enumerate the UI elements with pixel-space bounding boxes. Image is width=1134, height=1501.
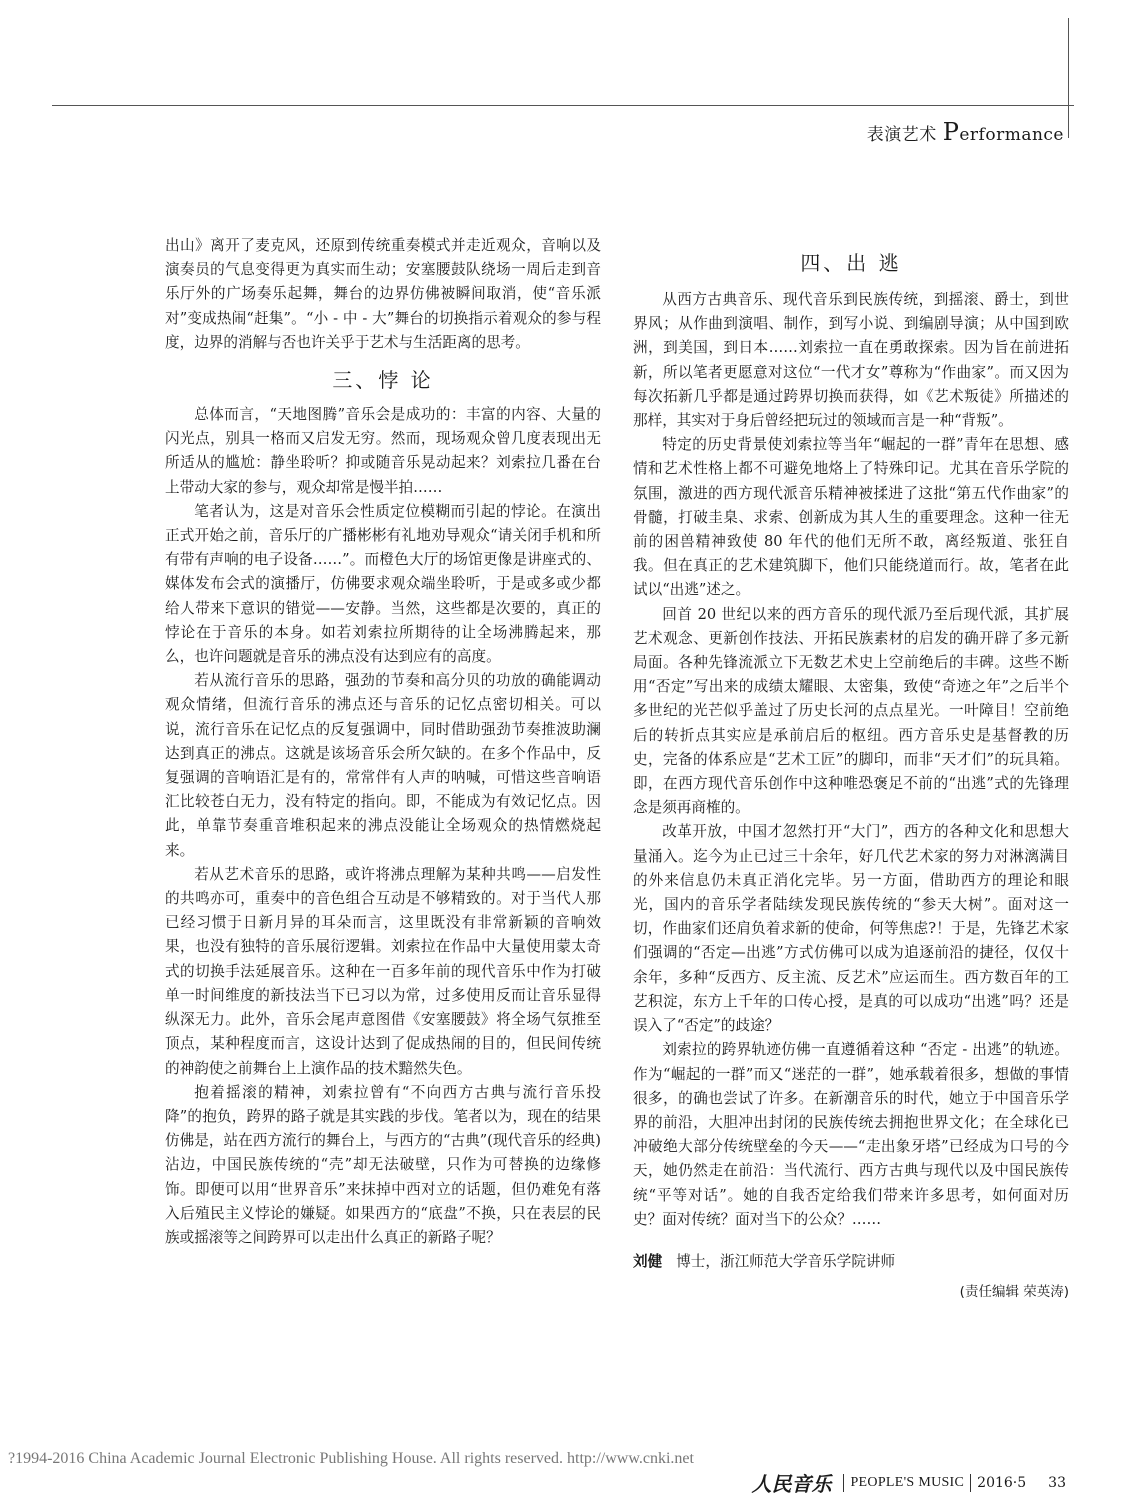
left-column [165, 234, 601, 1250]
right-column [633, 234, 1069, 1304]
section-heading-escape: 四、出 逃 [800, 251, 902, 275]
section-title-en-cap: P [942, 118, 960, 146]
paragraph: 回首 20 世纪以来的西方音乐的现代派乃至后现代派，其扩展艺术观念、更新创作技法、开拓民族素材的启发的确开辟了多元新局面。各种先锋流派立下无数艺术史上空前绝后的丰碑。这些不断用“否定”写出来的成绩太耀眼、太密集，致使“奇迹之年”之后半个多世纪的光芒似乎盖过了历史长河的点点星光。一叶障目！空前绝后的转折点其实应是承前启后的枢纽。西方音乐史是基督教的历史，完备的体系应是“艺术工匠”的脚印，而非“天才们”的玩具箱。即，在西方现代音乐创作中这种唯恐褒足不前的“出逃”式的先锋理念是须再商榷的。 [633, 605, 1069, 817]
page-footer [751, 1468, 1066, 1497]
paragraph: 刘索拉的跨界轨迹仿佛一直遵循着这种 “否定 - 出逃”的轨迹。作为“崛起的一群”而又“迷茫的一群”，她承载着很多，想做的事情很多，的确也尝试了许多。在新潮音乐的时代，她立于中国音乐学界的前沿，大胆冲出封闭的民族传统去拥抱世界文化；在全球化已冲破绝大部分传统壁垒的今天——“走出象牙塔”已经成为口号的今天，她仍然走在前沿：当代流行、西方古典与现代以及中国民族传统“平等对话”。她的自我否定给我们带来许多思考，如何面对历史？面对传统？面对当下的公众？…… [633, 1041, 1069, 1228]
paragraph: 抱着摇滚的精神，刘索拉曾有“不向西方古典与流行音乐投降”的抱负，跨界的路子就是其实践的步伐。笔者以为，现在的结果仿佛是，站在西方流行的舞台上，与西方的“古典”(现代音乐的经典)沾边，中国民族传统的“壳”却无法破壁，只作为可替换的边缘修饰。即便可以用“世界音乐”来抹掉中西对立的话题，但仍难免有落入后殖民主义悖论的嫌疑。如果西方的“底盘”不换，只在表层的民族或摇滚等之间跨界可以走出什么真正的新路子呢？ [165, 1083, 601, 1246]
copyright-watermark: ?1994-2016 China Academic Journal Electronic Publishing House. All rights reserved. http://www.cnki.net [8, 1450, 694, 1467]
paragraph: 特定的历史背景使刘索拉等当年“崛起的一群”青年在思想、感情和艺术性格上都不可避免地烙上了特殊印记。尤其在音乐学院的氛围，激进的西方现代派音乐精神被揉进了这批“第五代作曲家”的骨髓，打破圭臬、求索、创新成为其人生的重要理念。这种一往无前的困兽精神致使 80 年代的他们无所不敢，离经叛道、张狂自我。但在真正的艺术建筑脚下，他们只能绕道而行。故，笔者在此试以“出逃”述之。 [633, 436, 1069, 599]
paragraph: 若从艺术音乐的思路，或许将沸点理解为某种共鸣——启发性的共鸣亦可，重奏中的音色组合互动是不够精致的。对于当代人那已经习惯于日新月异的耳朵而言，这里既没有非常新颖的音响效果，也没有独特的音乐展衍逻辑。刘索拉在作品中大量使用蒙太奇式的切换手法延展音乐。这种在一百多年前的现代音乐中作为打破单一时间维度的新技法当下已习以为常，过多使用反而让音乐显得纵深无力。此外，音乐会尾声意图借《安塞腰鼓》将全场气氛推至顶点，某种程度而言，这设计达到了促成热闹的目的，但民间传统的神韵使之前舞台上上演作品的技术黯然失色。 [165, 865, 601, 1077]
page-number: 33 [1048, 1474, 1066, 1491]
author-title: 博士，浙江师范大学音乐学院讲师 [676, 1252, 896, 1270]
editor-credit: (责任编辑 荣英涛) [959, 1284, 1069, 1301]
paragraph: 从西方古典音乐、现代音乐到民族传统，到摇滚、爵士，到世界风；从作曲到演唱、制作，到写小说、到编剧导演；从中国到欧洲，到美国，到日本……刘索拉一直在勇敢探索。因为旨在前进拓新，所以笔者更愿意对这位“一代才女”尊称为“作曲家”。而又因为每次拓新几乎都是通过跨界切换而获得，如《艺术叛徒》所描述的那样，其实对于身后曾经把玩过的领域而言是一种“背叛”。 [633, 291, 1069, 430]
paragraph: 出山》离开了麦克风，还原到传统重奏模式并走近观众，音响以及演奏员的气息变得更为真实而生动；安塞腰鼓队绕场一周后走到音乐厅外的广场奏乐起舞，舞台的边界仿佛被瞬间取消，使“音乐派对”变成热闹“赶集”。“小 - 中 - 大”舞台的切换指示着观众的参与程度，边界的消解与否也许关乎于艺术与生活距离的思考。 [165, 237, 601, 351]
header-vertical-rule [1068, 18, 1069, 138]
section-title-cn: 表演艺术 [866, 125, 937, 145]
paragraph: 若从流行音乐的思路，强劲的节奏和高分贝的功放的确能调动观众情绪，但流行音乐的沸点还与音乐的记忆点密切相关。可以说，流行音乐在记忆点的反复强调中，同时借助强劲节奏推波助澜达到真正的沸点。这就是该场音乐会所欠缺的。在多个作品中，反复强调的音响语汇是有的，常常伴有人声的呐喊，可惜这些音响语汇比较苍白无力，没有特定的指向。即，不能成为有效记忆点。因此，单靠节奏重音堆积起来的沸点没能让全场观众的热情燃烧起来。 [165, 672, 601, 859]
section-heading-paradox: 三、悖 论 [332, 368, 434, 393]
paragraph: 总体而言，“天地图腾”音乐会是成功的：丰富的内容、大量的闪光点，别具一格而又启发无穷。然而，现场观众曾几度表现出无所适从的尴尬：静坐聆听？抑或随音乐晃动起来？刘索拉几番在台上带动大家的参与，观众却常是慢半拍…… [165, 406, 601, 496]
section-header [867, 118, 1064, 146]
magazine-logo: 人民音乐 [751, 1472, 832, 1496]
footer-divider [970, 1474, 971, 1492]
author-info [633, 1250, 1069, 1274]
footer-divider [843, 1474, 844, 1492]
magazine-title-en: PEOPLE'S MUSIC [850, 1474, 965, 1490]
paragraph: 改革开放，中国才忽然打开“大门”，西方的各种文化和思想大量涌入。迄今为止已过三十余年，好几代艺术家的努力对淋漓满目的外来信息仍未真正消化完毕。另一方面，借助西方的理论和眼光，国内的音乐学者陆续发现民族传统的“参天大树”。面对这一切，作曲家们还肩负着求新的使命，何等焦虑?！于是，先锋艺术家们强调的“否定—出逃”方式仿佛可以成为追逐前沿的捷径，仅仅十余年，多种“反西方、反主流、反艺术”应运而生。西方数百年的工艺积淀，东方上千年的口传心授，是真的可以成功“出逃”吗？还是误入了“否定”的歧途？ [633, 823, 1069, 1035]
header-horizontal-rule [52, 105, 1074, 106]
paragraph: 笔者认为，这是对音乐会性质定位模糊而引起的悖论。在演出正式开始之前，音乐厅的广播彬彬有礼地劝导观众“请关闭手机和所有带有声响的电子设备……”。而橙色大厅的场馆更像是讲座式的、媒体发布会式的演播厅，仿佛要求观众端坐聆听，于是或多或少都给人带来下意识的错觉——安静。当然，这些都是次要的，真正的悖论在于音乐的本身。如若刘索拉所期待的让全场沸腾起来，那么，也许问题就是音乐的沸点没有达到应有的高度。 [165, 502, 601, 666]
issue-number: 2016·5 [977, 1474, 1027, 1491]
section-title-en-rest: erformance [959, 125, 1064, 145]
author-name: 刘健 [633, 1252, 663, 1270]
